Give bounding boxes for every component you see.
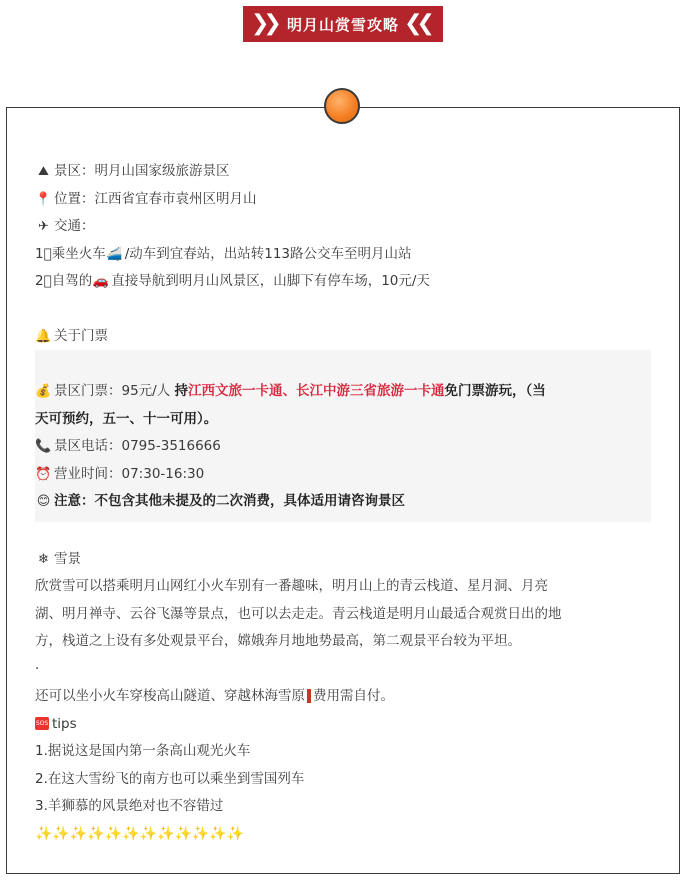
- ticket-free-text: 免门票游玩，（当: [444, 383, 546, 399]
- orange-circle-icon: [324, 88, 360, 124]
- route-1-text-b: /动车到宜春站，出站转113路公交车至明月山站: [124, 245, 412, 262]
- hours-text: 营业时间：07:30-16:30: [54, 465, 205, 482]
- snow-para-2: [35, 683, 651, 711]
- snow-para-2-text-a: 还可以坐小火车穿梭高山隧道、穿越林海雪原: [35, 688, 305, 704]
- spacer: [35, 522, 651, 546]
- phone-line: [35, 433, 651, 461]
- ticket-hold-text: 持: [174, 383, 189, 399]
- location-text: 位置：江西省宜春市袁州区明月山: [54, 190, 257, 207]
- bell-icon: 🔔: [35, 328, 52, 344]
- ticket-info-box: [35, 350, 651, 522]
- scenic-line: [35, 158, 651, 186]
- phone-icon: 📞: [35, 439, 52, 454]
- smile-icon: 😊: [36, 494, 51, 509]
- snow-para-2-text-b: 费用需自付。: [313, 688, 394, 704]
- tip-item: 1.据说这是国内第一条高山观光火车: [35, 743, 251, 759]
- dot-separator: ·: [35, 660, 40, 677]
- sparkles-row: [35, 821, 651, 849]
- chevron-right-icon: ❯❯: [251, 11, 276, 36]
- shade-spacer: [35, 354, 651, 378]
- number-2-icon: 2⃣: [35, 273, 52, 289]
- ticket-heading: [35, 323, 651, 351]
- hours-line: [35, 461, 651, 489]
- snow-heading-text: 雪景: [54, 550, 81, 567]
- chevron-left-icon: ❮❮: [404, 11, 429, 36]
- title-banner: [243, 6, 443, 42]
- location-line: [35, 186, 651, 214]
- route-1-line: [35, 241, 651, 269]
- page-title: 明月山赏雪攻略: [286, 15, 399, 34]
- article-body: [35, 158, 651, 848]
- note-line: [35, 488, 651, 516]
- snowflake-icon: ❄: [38, 551, 49, 567]
- travel-card-text: 江西文旅一卡通、长江中游三省旅游一卡通: [188, 383, 445, 399]
- tips-label: tips: [52, 715, 77, 732]
- pin-icon: 📍: [35, 191, 52, 207]
- scenic-text: 景区：明月山国家级旅游景区: [54, 163, 230, 179]
- train-icon: 🚄: [106, 246, 123, 262]
- spacer: [35, 296, 651, 323]
- ticket-price-text: 景区门票：95元/人: [54, 383, 175, 399]
- ticket-heading-text: 关于门票: [54, 327, 108, 344]
- sos-icon: SOS: [35, 717, 49, 730]
- plane-icon: ✈: [38, 219, 49, 234]
- ticket-price-line-2: [35, 406, 651, 434]
- snow-para-line: 湖、明月禅寺、云谷飞瀑等景点，也可以去走走。青云栈道是明月山最适合观赏日出的地: [35, 605, 562, 622]
- ticket-reserve-text: 天可预约，五一、十一可用）。: [35, 410, 218, 427]
- red-bar-icon: [307, 689, 311, 703]
- mountain-icon: ⛰: [38, 164, 49, 179]
- route-2-text-a: 自驾的: [51, 273, 93, 289]
- money-bag-icon: 💰: [35, 384, 52, 399]
- tip-item: 3.羊狮慕的风景绝对也不容错过: [35, 798, 224, 814]
- phone-text: 景区电话：0795-3516666: [54, 438, 221, 454]
- tip-item: 2.在这大雪纷飞的南方也可以乘坐到雪国列车: [35, 770, 305, 787]
- route-1-text-a: 乘坐火车: [51, 245, 106, 262]
- route-2-text-b: 直接导航到明月山风景区，山脚下有停车场，10元/天: [111, 273, 430, 289]
- snow-heading: [35, 546, 651, 574]
- car-icon: 🚗: [92, 274, 109, 289]
- transport-line: [35, 213, 651, 241]
- alarm-clock-icon: ⏰: [35, 466, 52, 482]
- route-2-line: [35, 268, 651, 296]
- tips-heading: [35, 711, 651, 739]
- sparkles-icon: ✨✨✨✨✨✨✨✨✨✨✨✨: [35, 825, 245, 842]
- ticket-price-line: [35, 378, 651, 406]
- snow-para-line: 方，栈道之上设有多处观景平台，嫦娥奔月地地势最高，第二观景平台较为平坦。: [35, 633, 521, 649]
- transport-text: 交通：: [54, 218, 95, 234]
- number-1-icon: 1⃣: [35, 245, 52, 262]
- snow-para-line: 欣赏雪可以搭乘明月山网红小火车别有一番趣味，明月山上的青云栈道、星月洞、月亮: [35, 578, 548, 594]
- note-text: 注意：不包含其他未提及的二次消费，具体适用请咨询景区: [54, 493, 405, 509]
